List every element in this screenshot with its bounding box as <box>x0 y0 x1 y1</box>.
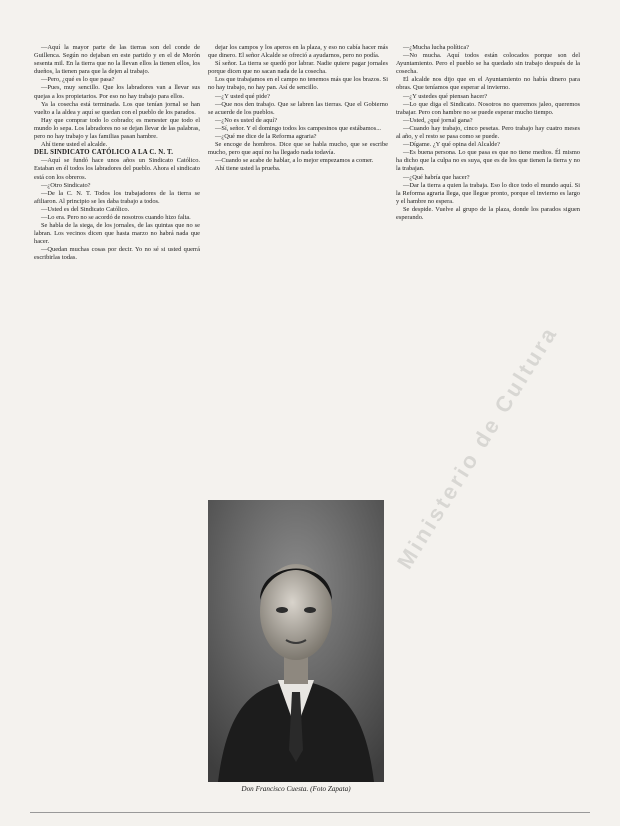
article-column-2 <box>208 44 388 502</box>
paragraph: —¿Y ustedes qué piensan hacer? <box>403 92 488 100</box>
paragraph: Ahí tiene usted la prueba. <box>215 165 281 173</box>
photo-caption: Don Francisco Cuesta. (Foto Zapata) <box>241 785 351 793</box>
paragraph: —¿Qué habría que hacer? <box>403 173 470 181</box>
paragraph: —¿Mucha lucha política? <box>403 44 470 51</box>
paragraph: —¿Y usted qué pide? <box>215 92 270 100</box>
paragraph: —No mucha. Aquí todos están colocados porque son del Ayuntamiento. Pero el pueblo se ha quedado sin trabajo después de la cosecha. <box>396 52 580 76</box>
paragraph: —Cuando hay trabajo, cinco pesetas. Pero trabajo hay cuatro meses al año, y el resto se pasa como se puede. <box>396 124 580 141</box>
paragraph: dejar los campos y los aperos en la plaza, y eso no cabía hacer más que dinero. El señor Alcalde se ofreció a ayudarnos, pero no podía. <box>208 44 388 60</box>
paragraph: —Lo era. Pero no se acordó de nosotros cuando hizo falta. <box>41 213 191 221</box>
paragraph: —Usted es del Sindicato Católico. <box>41 205 130 213</box>
paragraph: El alcalde nos dijo que en el Ayuntamiento no había dinero para obras. Que teníamos que esperar al invierno. <box>396 76 580 92</box>
paragraph: Se encoge de hombros. Dice que se habla mucho, que se escribe mucho, pero que aquí no ha llegado nada todavía. <box>208 141 388 157</box>
paragraph: —Usted, ¿qué jornal gana? <box>403 116 473 124</box>
paragraph: —¿No es usted de aquí? <box>215 116 278 124</box>
article-column-1 <box>34 44 200 812</box>
paragraph: —Cuando se acabe de hablar, a lo mejor empezamos a comer. <box>215 157 374 165</box>
paragraph: —Quedan muchas cosas por decir. Yo no sé si usted querrá escribirlas todas. <box>34 246 200 262</box>
portrait-illustration <box>208 500 384 782</box>
paragraph: Hay que comprar todo lo cobrado; es menester que todo el mundo lo sepa. Los labradores no se dejan llevar de las palabras, pero no hay trabajo y las familias pasan hambre. <box>34 116 200 141</box>
paragraph: Ya la cosecha está terminada. Los que tenían jornal se han vuelto a la aldea y aquí se quedan con el pueblo de los parados. <box>34 100 200 116</box>
paragraph: Se habla de la siega, de los jornales, de las quintas que no se labran. Los vecinos dicen que hasta marzo no habrá nada que hacer. <box>34 222 200 246</box>
paragraph: —Que nos den trabajo. Que se labren las tierras. Que el Gobierno se acuerde de los pueblos. <box>208 100 388 116</box>
paragraph: Los que trabajamos en el campo no tenemos más que los brazos. Si no hay trabajo, no hay pan. Así de sencillo. <box>208 76 388 92</box>
paragraph: —Sí, señor. Y el domingo todos los campesinos que estábamos... <box>215 124 382 132</box>
paragraph: —Aquí la mayor parte de las tierras son del conde de Guillenca. Según no dejaban en este partido y en el de Morón sesenta mil. En la tierra que no la llevan ellos la tienen ellos, los dueños, la tienen para que la dejen al trabajo. <box>34 44 200 76</box>
paragraph: —¿Qué me dice de la Reforma agraria? <box>215 133 317 141</box>
paragraph: —De la C. N. T. Todos los trabajadores de la tierra se afiliaron. Al principio se les daba trabajo a todos. <box>34 189 200 205</box>
paragraph: —Dar la tierra a quien la trabaja. Eso lo dice todo el mundo aquí. Si la Reforma agraria llega, que llegue pronto, porque el invierno es largo y el hambre no espera. <box>396 181 580 205</box>
page-bottom-rule <box>30 812 590 813</box>
paragraph: —¿Otro Sindicato? <box>41 181 91 189</box>
paragraph: —Es buena persona. Lo que pasa es que no tiene medios. Él mismo ha dicho que la culpa no es suya, que es de los que tienen la tierra y no la trabajan. <box>396 149 580 173</box>
paragraph: Se despide. Vuelve al grupo de la plaza, donde los parados siguen esperando. <box>396 205 580 221</box>
paragraph: —Pues, muy sencillo. Que los labradores van a llevar sus quejas a los propietarios. Por eso no hay trabajo para ellos. <box>34 84 200 100</box>
section-subheading: DEL SINDICATO CATÓLICO A LA C. N. T. <box>34 149 174 157</box>
paragraph: Ahí tiene usted el alcalde. <box>41 141 108 149</box>
paragraph: —Lo que diga el Sindicato. Nosotros no queremos jaleo, queremos trabajar. Pero con hambre no se puede esperar mucho tiempo. <box>396 100 580 116</box>
paragraph: —Pero, ¿qué es lo que pasa? <box>41 76 115 84</box>
archive-watermark: Ministerio de Cultura <box>392 321 563 574</box>
paragraph: —Aquí se fundó hace unos años un Sindicato Católico. Estaban en él todos los labradores del pueblo. Ahora el sindicato está con los obreros. <box>34 157 200 181</box>
paragraph: —Dígame. ¿Y qué opina del Alcalde? <box>403 141 501 149</box>
portrait-photo <box>208 500 384 782</box>
paragraph: Sí señor. La tierra se quedó por labrar. Nadie quiere pagar jornales porque dicen que no sacan nada de la cosecha. <box>208 60 388 76</box>
